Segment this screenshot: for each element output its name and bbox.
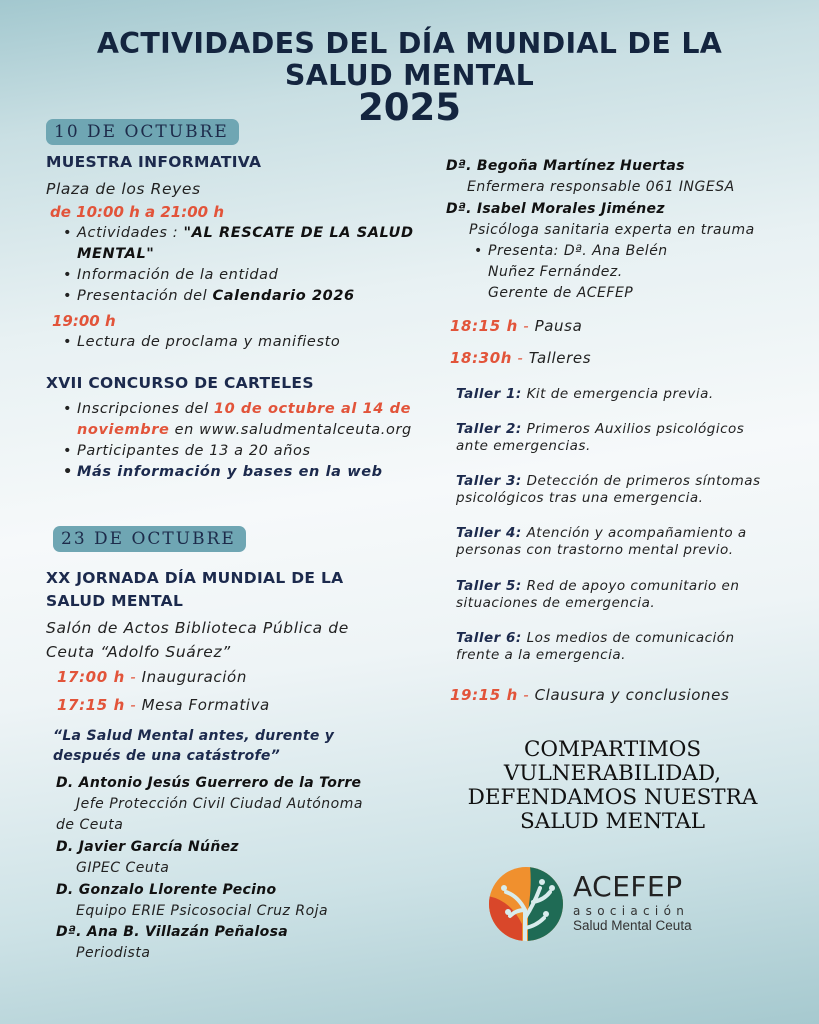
- slogan-line: VULNERABILIDAD,: [503, 761, 722, 786]
- concurso-section: [46, 372, 416, 483]
- taller-text: Red de apoyo comunitario en situaciones de emergencia.: [456, 578, 740, 611]
- schedule-label: Inauguración: [141, 668, 247, 686]
- slogan-line: COMPARTIMOS: [523, 737, 702, 762]
- schedule-label: Mesa Formativa: [141, 696, 270, 714]
- title-line-1: ACTIVIDADES DEL DÍA MUNDIAL DE LA: [96, 27, 723, 60]
- list-item: [60, 286, 426, 307]
- taller-text: Primeros Auxilios psicológicos ante emergencias.: [456, 421, 745, 454]
- presenter: [471, 241, 691, 304]
- speakers-left: [56, 773, 386, 964]
- schedule-item: [57, 695, 270, 716]
- schedule-time: 18:15 h: [450, 317, 518, 335]
- title-year: 2025: [358, 86, 461, 129]
- concurso-list: [60, 399, 416, 483]
- taller-key: Taller 6:: [456, 630, 522, 646]
- list-item: • Lectura de proclama y manifiesto: [60, 332, 426, 353]
- taller-text: Kit de emergencia previa.: [521, 386, 714, 402]
- slogan-line: SALUD MENTAL: [519, 809, 706, 834]
- mesa-title: “La Salud Mental antes, durente y después de una catástrofe”: [53, 728, 335, 764]
- schedule-time: 18:30h: [450, 349, 513, 367]
- speaker-name: Dª. Isabel Morales Jiménez: [446, 201, 665, 217]
- schedule-label: Clausura y conclusiones: [534, 686, 730, 704]
- taller-item: [456, 386, 796, 403]
- separator: -: [124, 668, 142, 686]
- taller-key: Taller 1:: [456, 386, 522, 402]
- jornada-section: [46, 567, 376, 664]
- speakers-right: [446, 156, 796, 304]
- schedule-label: Talleres: [528, 349, 592, 367]
- logo-name: ACEFEP: [573, 870, 683, 903]
- speaker-role: Periodista: [76, 945, 151, 961]
- item-bold: "AL RESCATE DE LA SALUD MENTAL": [77, 225, 414, 262]
- taller-item: [456, 578, 776, 612]
- speaker-role: GIPEC Ceuta: [76, 860, 170, 876]
- date-range: 10 de octubre al 14 de noviembre: [77, 401, 412, 438]
- muestra-list: [60, 223, 426, 307]
- logo-sub1: asociación: [573, 904, 690, 918]
- muestra-time-1: de 10:00 h a 21:00 h: [50, 203, 224, 221]
- muestra-section: [46, 151, 426, 353]
- speaker-name: D. Javier García Núñez: [56, 839, 239, 855]
- item-text: Actividades :: [77, 225, 184, 241]
- schedule-label: Pausa: [534, 317, 583, 335]
- muestra-place: Plaza de los Reyes: [46, 180, 201, 198]
- speaker-name: Dª. Ana B. Villazán Peñalosa: [56, 924, 288, 940]
- taller-key: Taller 5:: [456, 578, 522, 594]
- concurso-title: XVII CONCURSO DE CARTELES: [46, 374, 314, 392]
- schedule-time: 19:15 h: [450, 686, 518, 704]
- list-item: [60, 399, 416, 441]
- schedule-time: 17:00 h: [57, 668, 125, 686]
- taller-key: Taller 4:: [456, 525, 522, 541]
- schedule-item: [450, 348, 591, 369]
- muestra-list-2: [60, 332, 426, 353]
- taller-item: [456, 473, 786, 507]
- separator: -: [512, 349, 529, 367]
- speaker-name: D. Gonzalo Llorente Pecino: [56, 882, 277, 898]
- taller-key: Taller 2:: [456, 421, 522, 437]
- presenter-list: [471, 241, 691, 304]
- taller-text: Los medios de comunicación frente a la emergencia.: [456, 630, 735, 663]
- website-text: en www.saludmentalceuta.org: [169, 422, 412, 438]
- title-line-2: SALUD MENTAL: [284, 59, 535, 92]
- page-title: [0, 28, 819, 92]
- item-text: Inscripciones del: [77, 401, 214, 417]
- separator: -: [517, 686, 535, 704]
- speaker-name: Dª. Begoña Martínez Huertas: [446, 158, 685, 174]
- schedule-time: 17:15 h: [57, 696, 125, 714]
- taller-item: [456, 630, 776, 664]
- muestra-title: MUESTRA INFORMATIVA: [46, 153, 262, 171]
- schedule-item: [450, 316, 582, 337]
- date-badge-23-octubre: 23 DE OCTUBRE: [53, 526, 246, 552]
- date-badge-10-octubre: 10 DE OCTUBRE: [46, 119, 239, 145]
- speaker-role: Jefe Protección Civil Ciudad Autónoma de Ceuta: [56, 796, 363, 833]
- speaker-role: Psicóloga sanitaria experta en trauma: [469, 222, 755, 238]
- separator: -: [517, 317, 535, 335]
- speaker-name: D. Antonio Jesús Guerrero de la Torre: [56, 775, 362, 791]
- taller-item: [456, 421, 776, 455]
- slogan: [440, 738, 785, 834]
- jornada-title: XX JORNADA DÍA MUNDIAL DE LA SALUD MENTAL: [46, 569, 344, 610]
- taller-item: [456, 525, 786, 559]
- schedule-item: [57, 667, 247, 688]
- list-item: • Más información y bases en la web: [60, 462, 416, 483]
- presenter-role: Gerente de ACEFEP: [488, 285, 634, 301]
- jornada-place: Salón de Actos Biblioteca Pública de Ceuta “Adolfo Suárez”: [46, 619, 349, 661]
- speaker-role: Equipo ERIE Psicosocial Cruz Roja: [76, 903, 329, 919]
- item-text: Presentación del: [77, 288, 213, 304]
- slogan-line: DEFENDAMOS NUESTRA: [467, 785, 758, 810]
- item-bold: Calendario 2026: [212, 288, 355, 304]
- closing-item: [450, 685, 729, 706]
- taller-text: Detección de primeros síntomas psicológicos tras una emergencia.: [456, 473, 761, 506]
- presenter-name: • Presenta: Dª. Ana Belén Nuñez Fernández.: [488, 243, 668, 280]
- tree-people-icon: [488, 866, 564, 942]
- separator: -: [124, 696, 142, 714]
- list-item: [60, 223, 426, 265]
- logo: [573, 872, 692, 934]
- item-text: Información de la entidad: [77, 267, 279, 283]
- logo-sub2: Salud Mental Ceuta: [573, 918, 692, 933]
- list-item: • Participantes de 13 a 20 años: [60, 441, 416, 462]
- taller-text: Atención y acompañamiento a personas con trastorno mental previo.: [456, 525, 747, 558]
- speaker-role: Enfermera responsable 061 INGESA: [467, 179, 735, 195]
- list-item: [60, 265, 426, 286]
- taller-key: Taller 3:: [456, 473, 522, 489]
- muestra-time-2: 19:00 h: [52, 312, 116, 330]
